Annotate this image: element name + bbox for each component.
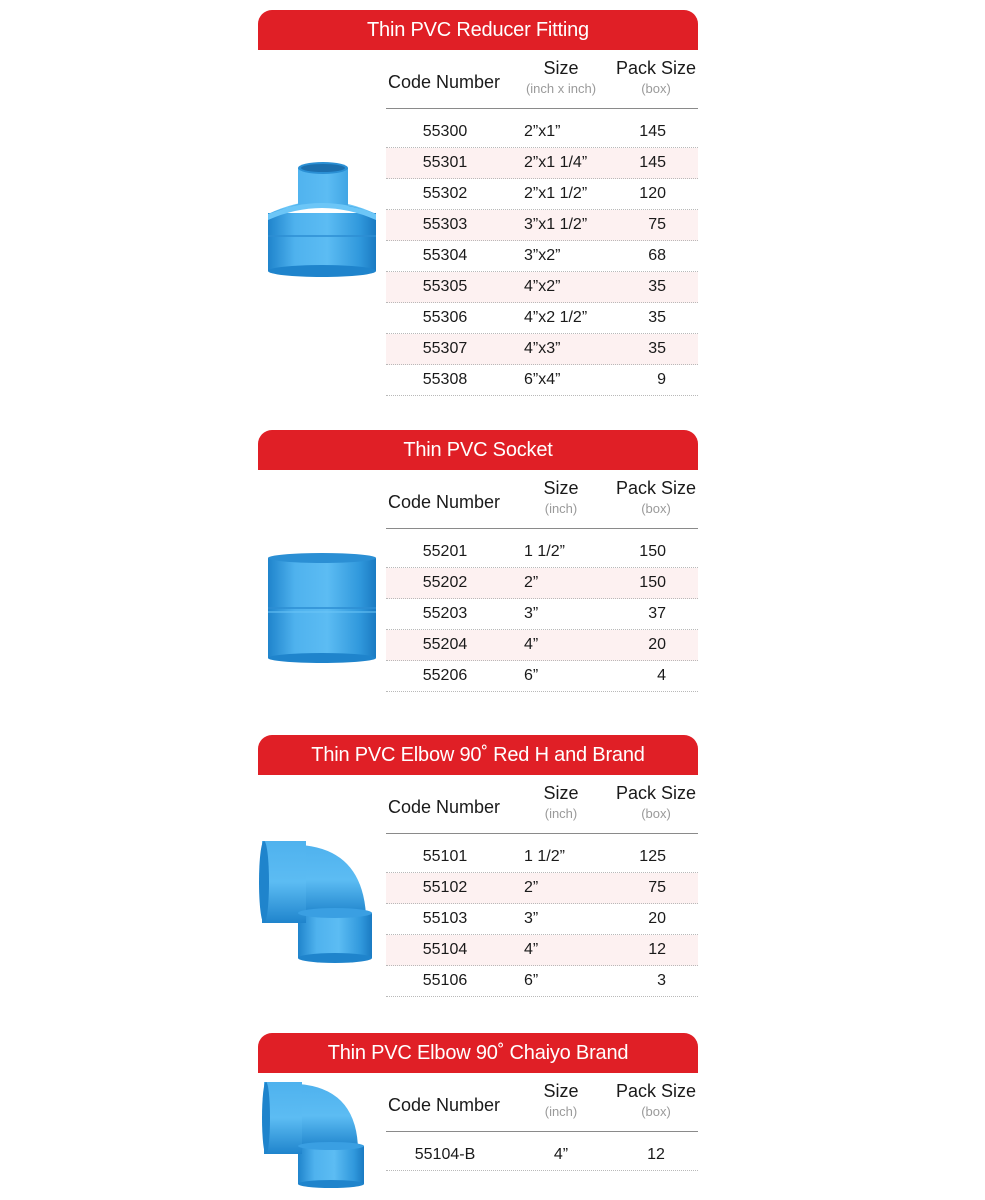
cell-pack: 20 [648, 636, 666, 653]
cell-pack: 145 [639, 154, 666, 171]
cell-size: 4”x3” [524, 340, 561, 357]
table-row [386, 568, 698, 599]
cell-size: 6” [524, 972, 539, 989]
table-body [386, 1140, 698, 1171]
cell-code: 55302 [422, 185, 468, 202]
cell-code: 55206 [422, 667, 468, 684]
cell-pack: 3 [657, 972, 666, 989]
cell-size: 3”x2” [524, 247, 561, 264]
header-pack: Pack Size (box) [615, 58, 697, 96]
cell-pack: 9 [657, 371, 666, 388]
product-table [386, 472, 698, 692]
cell-code: 55203 [422, 605, 468, 622]
cell-code: 55305 [422, 278, 468, 295]
table-row [386, 873, 698, 904]
table-body [386, 117, 698, 396]
cell-code: 55307 [422, 340, 468, 357]
table-row [386, 303, 698, 334]
cell-size: 2”x1 1/4” [524, 154, 588, 171]
header-code: Code Number [388, 492, 501, 512]
cell-size: 3”x1 1/2” [524, 216, 588, 233]
cell-code: 55308 [422, 371, 468, 388]
cell-size: 4”x2” [524, 278, 561, 295]
header-size: Size (inch x inch) [525, 58, 597, 96]
table-row [386, 272, 698, 303]
cell-pack: 37 [648, 605, 666, 622]
cell-code: 55300 [422, 123, 468, 140]
cell-pack: 12 [648, 941, 666, 958]
header-size: Size (inch) [543, 478, 579, 516]
cell-pack: 35 [648, 278, 666, 295]
table-row [386, 117, 698, 148]
section-title: Thin PVC Reducer Fitting [258, 10, 698, 50]
header-code: Code Number [388, 72, 501, 92]
cell-pack: 145 [639, 123, 666, 140]
cell-code: 55106 [422, 972, 468, 989]
cell-size: 6”x4” [524, 371, 561, 388]
cell-code: 55301 [422, 154, 468, 171]
table-body [386, 537, 698, 692]
section-title: Thin PVC Socket [258, 430, 698, 470]
cell-pack: 4 [657, 667, 666, 684]
header-code: Code Number [388, 1095, 501, 1115]
table-row [386, 904, 698, 935]
cell-code: 55104-B [414, 1146, 476, 1163]
section-socket [258, 430, 698, 684]
cell-size: 2” [524, 574, 539, 591]
table-row [386, 661, 698, 692]
cell-code: 55201 [422, 543, 468, 560]
cell-pack: 68 [648, 247, 666, 264]
cell-pack: 150 [639, 574, 666, 591]
cell-code: 55304 [422, 247, 468, 264]
cell-size: 4” [524, 636, 539, 653]
cell-size: 4” [524, 941, 539, 958]
cell-code: 55102 [422, 879, 468, 896]
cell-code: 55101 [422, 848, 468, 865]
cell-code: 55103 [422, 910, 468, 927]
table-row [386, 599, 698, 630]
cell-code: 55204 [422, 636, 468, 653]
table-row [386, 365, 698, 396]
cell-pack: 35 [648, 309, 666, 326]
cell-size: 6” [524, 667, 539, 684]
cell-code: 55104 [422, 941, 468, 958]
table-row [386, 148, 698, 179]
header-pack: Pack Size (box) [615, 783, 697, 821]
cell-pack: 20 [648, 910, 666, 927]
table-body [386, 842, 698, 997]
table-header [386, 1075, 698, 1132]
cell-code: 55303 [422, 216, 468, 233]
product-table [386, 52, 698, 396]
table-header [386, 52, 698, 109]
pvc-elbow-icon [258, 835, 378, 970]
header-code: Code Number [388, 797, 501, 817]
section-elbow-red-h [258, 735, 698, 989]
cell-pack: 35 [648, 340, 666, 357]
header-size: Size (inch) [543, 1081, 579, 1119]
table-row [386, 179, 698, 210]
table-row [386, 1140, 698, 1171]
table-header [386, 472, 698, 529]
cell-size: 2”x1 1/2” [524, 185, 588, 202]
pvc-socket-icon [258, 548, 378, 673]
cell-size: 3” [524, 605, 539, 622]
cell-pack: 75 [648, 879, 666, 896]
table-row [386, 842, 698, 873]
cell-size: 4” [553, 1146, 569, 1163]
header-pack: Pack Size (box) [615, 478, 697, 516]
cell-size: 1 1/2” [524, 848, 565, 865]
cell-code: 55306 [422, 309, 468, 326]
cell-code: 55202 [422, 574, 468, 591]
cell-pack: 150 [639, 543, 666, 560]
section-title: Thin PVC Elbow 90˚ Chaiyo Brand [258, 1033, 698, 1073]
cell-pack: 125 [639, 848, 666, 865]
cell-size: 1 1/2” [524, 543, 565, 560]
cell-pack: 120 [639, 185, 666, 202]
table-row [386, 241, 698, 272]
table-row [386, 334, 698, 365]
table-row [386, 537, 698, 568]
table-header [386, 777, 698, 834]
pvc-elbow-icon [258, 1078, 368, 1195]
section-elbow-chaiyo [258, 1033, 698, 1163]
header-size: Size (inch) [543, 783, 579, 821]
header-pack: Pack Size (box) [615, 1081, 697, 1119]
cell-size: 3” [524, 910, 539, 927]
table-row [386, 630, 698, 661]
table-row [386, 935, 698, 966]
cell-pack: 75 [648, 216, 666, 233]
cell-size: 4”x2 1/2” [524, 309, 588, 326]
table-row [386, 210, 698, 241]
table-row [386, 966, 698, 997]
cell-size: 2” [524, 879, 539, 896]
product-table [386, 1075, 698, 1171]
pvc-reducer-icon [258, 148, 378, 283]
product-table [386, 777, 698, 997]
cell-pack: 12 [647, 1146, 665, 1163]
section-title: Thin PVC Elbow 90˚ Red H and Brand [258, 735, 698, 775]
cell-size: 2”x1” [524, 123, 561, 140]
section-reducer [258, 10, 698, 388]
